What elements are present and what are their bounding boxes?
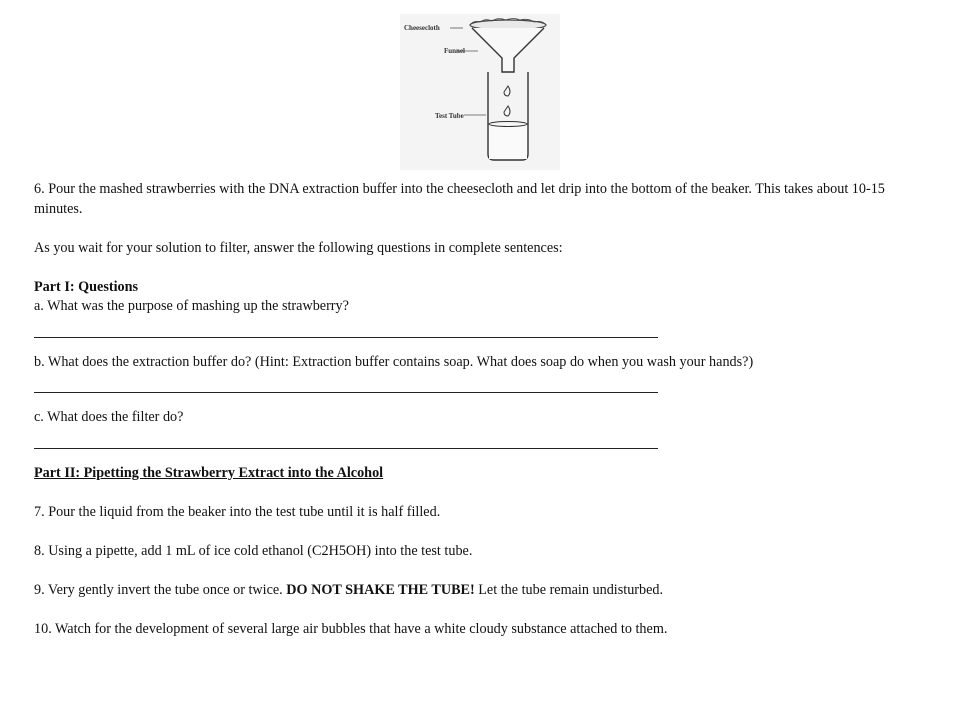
cheesecloth-label: Cheesecloth: [404, 24, 440, 32]
answer-line-c[interactable]: [34, 448, 658, 449]
test-tube-label: Test Tube: [435, 112, 464, 120]
step-6: 6. Pour the mashed strawberries with the DNA extraction buffer into the cheesecloth and let drip into the bottom of the beaker. This takes about 10-15 minutes.: [34, 181, 885, 217]
step-9: [34, 581, 934, 601]
part1-heading: Part I: Questions: [34, 278, 139, 295]
question-c: c. What does the filter do?: [34, 409, 184, 425]
step-9-text: 9. Very gently invert the tube once or twice.: [34, 581, 287, 598]
question-a: a. What was the purpose of mashing up the strawberry?: [34, 298, 349, 314]
question-b: b. What does the extraction buffer do? (Hint: Extraction buffer contains soap. What does soap do when you wash your hands?): [34, 353, 754, 370]
answer-line-b[interactable]: [34, 392, 658, 393]
step-10: 10. Watch for the development of several large air bubbles that have a white cloudy substance attached to them.: [34, 620, 668, 637]
worksheet-body: [34, 180, 934, 639]
answer-line-a[interactable]: [34, 337, 658, 338]
step-9-warning: DO NOT SHAKE THE TUBE!: [286, 581, 475, 598]
wait-instructions: As you wait for your solution to filter, answer the following questions in complete sentences:: [34, 239, 563, 256]
funnel-diagram: [400, 14, 560, 170]
part2-heading: Part II: Pipetting the Strawberry Extract into the Alcohol: [34, 464, 384, 481]
step-9-tail: Let the tube remain undisturbed.: [474, 581, 664, 598]
funnel-label: Funnel: [444, 47, 466, 55]
step-8: 8. Using a pipette, add 1 mL of ice cold ethanol (C2H5OH) into the test tube.: [34, 542, 473, 559]
step-7: 7. Pour the liquid from the beaker into the test tube until it is half filled.: [34, 503, 441, 520]
